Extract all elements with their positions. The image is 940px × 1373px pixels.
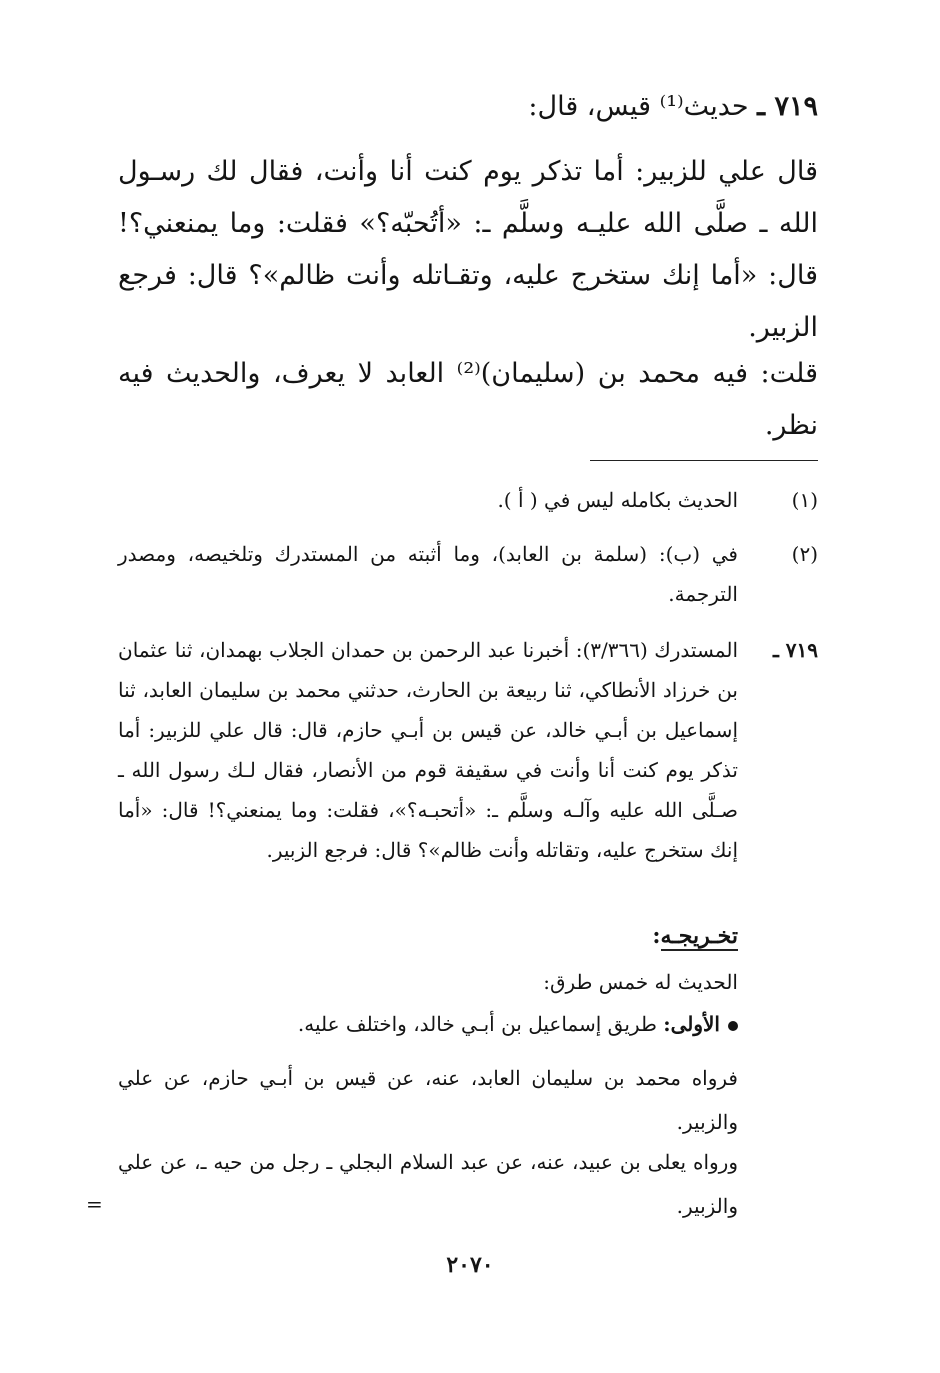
continuation-mark: = [86,1192,103,1216]
takhrij-paragraph-2: ورواه يعلى بن عبيد، عنه، عن عبد السلام البجلي ـ رجل من حيه ـ، عن علي والزبير. [118,1150,738,1218]
footnote-text: الحديث بكامله ليس في ( أ ). [497,488,738,512]
page-number: ٢٠٧٠ [446,1252,494,1278]
takhrij-heading [652,918,738,954]
takhrij-intro: الحديث له خمس طرق: [543,970,738,994]
hadith-text: قال علي للزبير: أما تذكر يوم كنت أنا وأنت، فقال لك رسـول الله ـ صلَّى الله عليـه وسلَّم ـ: «أتُحبّه؟» فقلت: وما يمنعني؟! قال: «أما إنك ستخرج عليه، وتقـاتله وأنت ظالم»؟ قال: فرجع الزبير. [118,156,818,343]
footnote-number: (٢) [791,542,818,566]
hadith-heading-text: حديث⁽¹⁾ قيس، قال: [528,91,749,122]
footnote-text: في (ب): (سلمة بن العابد)، وما أثبته من المستدرك وتلخيصه، ومصدر الترجمة. [118,542,738,606]
hadith-number: ٧١٩ ـ [757,91,818,122]
bullet-icon [728,1021,738,1031]
footnote-1 [118,480,818,520]
hadith-comment: قلت: فيه محمد بن (سليمان)⁽²⁾ العابد لا يعرف، والحديث فيه نظر. [118,358,818,441]
takhrij-colon: : [652,923,661,949]
footnote-2 [118,534,818,614]
source-number: ٧١٩ ـ [772,638,818,662]
source-text: المستدرك (٣/٣٦٦): أخبرنا عبد الرحمن بن حمدان الجلاب بهمدان، ثنا عثمان بن خرزاد الأنطاكي، ثنا ربيعة بن الحارث، حدثني محمد بن سليمان العابد، ثنا إسماعيل بن أبـي خالد، عن قيس بن أبـي حازم، قال: قال علي للزبير: أما تذكر يوم كنت أنا وأنت في سقيفة قوم من الأنصار، فقال لـك رسول الله ـ صـلَّى الله عليه وآلـه وسلَّم ـ: «أتحبـه؟»، فقلت: وما يمنعني؟! قال: «أما إنك ستخرج عليه، وتقاتله وأنت ظالم»؟ قال: فرجع الزبير. [118,638,739,862]
footnote-number: (١) [791,488,818,512]
takhrij-title: تخـريجـه [660,923,738,949]
takhrij-paragraph-1: فرواه محمد بن سليمان العابد، عنه، عن قيس بن أبـي حازم، عن علي والزبير. [118,1066,738,1134]
source-reference [118,630,818,870]
takhrij-first-path [118,1004,738,1044]
hadith-heading [118,90,818,124]
footnote-separator [590,460,818,461]
first-path-label: الأولى: [663,1012,720,1036]
first-path-text: طريق إسماعيل بن أبـي خالد، واختلف عليه. [297,1012,657,1036]
